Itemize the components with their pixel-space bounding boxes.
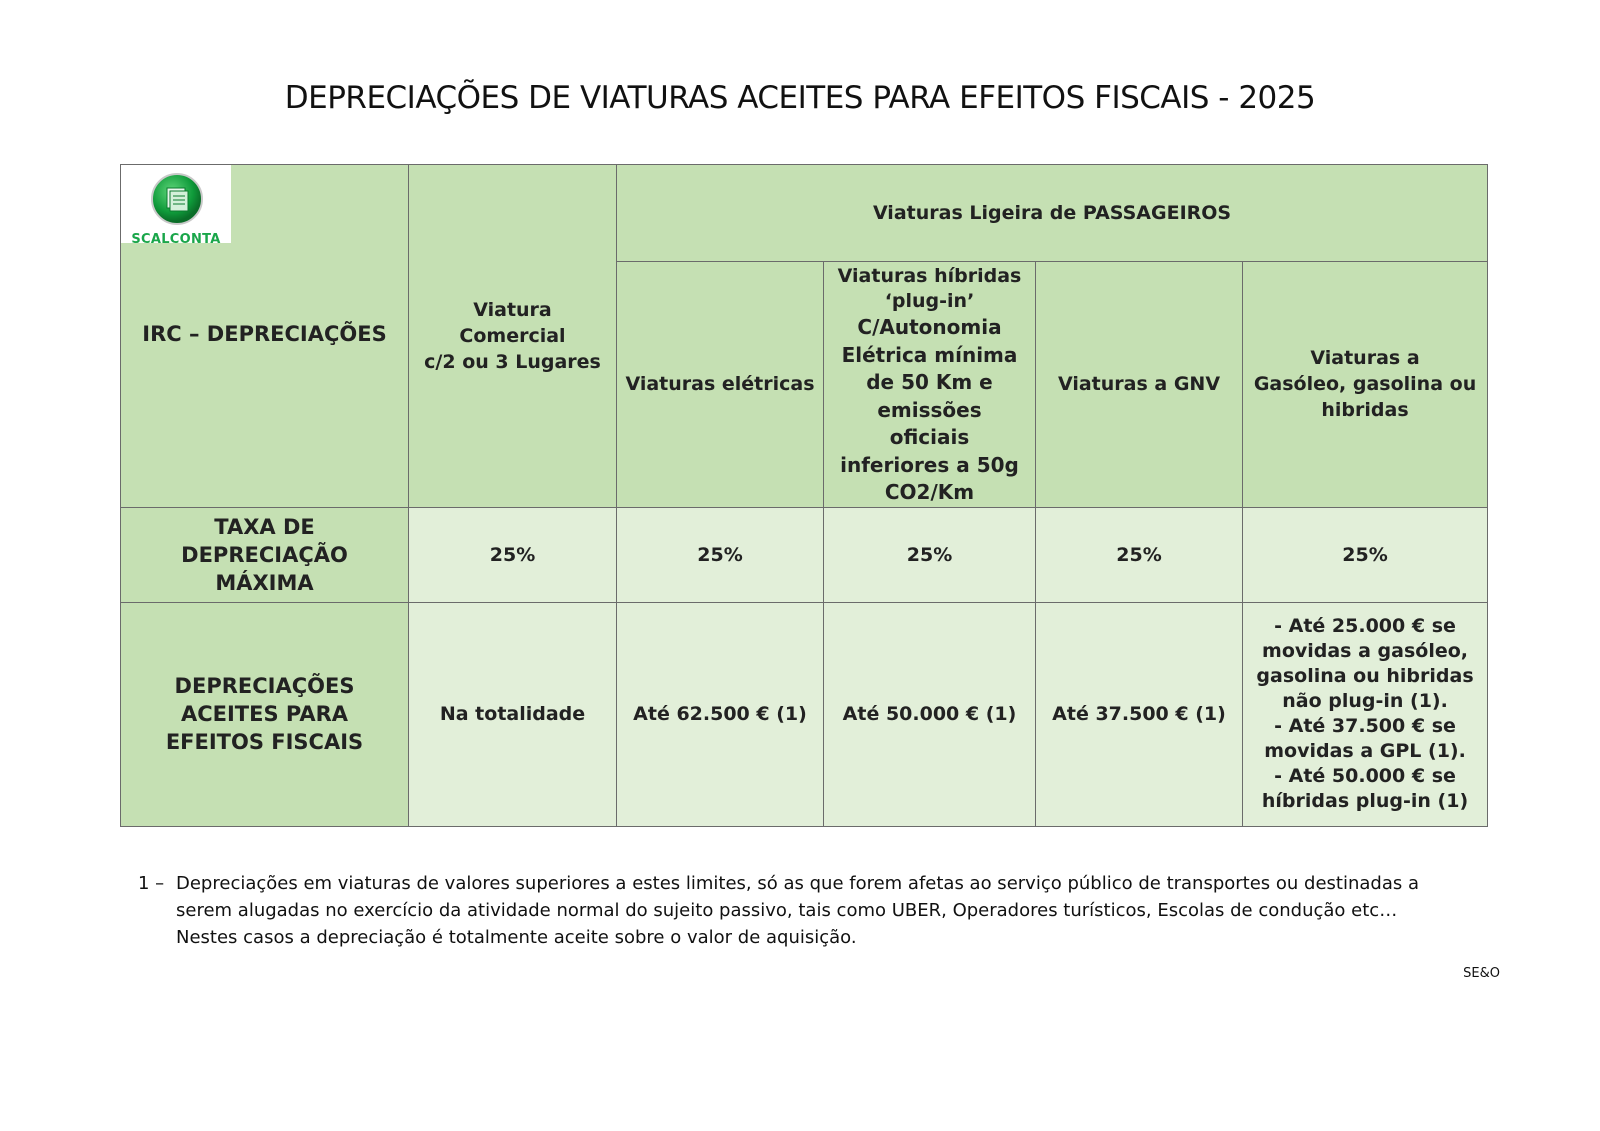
rate-cell: 25% <box>409 507 617 602</box>
rate-cell: 25% <box>824 507 1036 602</box>
irc-header-cell <box>121 165 409 508</box>
electric-vehicles-header <box>617 262 824 508</box>
value-line: híbridas plug-in (1) <box>1261 790 1469 812</box>
accepted-value-cell: Até 37.500 € (1) <box>1036 602 1243 826</box>
accepted-value-cell-fuel <box>1243 602 1488 826</box>
header-line: Elétrica mínima <box>841 342 1018 367</box>
value-line: movidas a gasóleo, <box>1262 640 1469 662</box>
header-line: Viaturas a GNV <box>1057 373 1221 396</box>
footnote <box>138 870 1468 951</box>
header-line: emissões <box>877 397 982 422</box>
irc-label: IRC – DEPRECIAÇÕES <box>142 322 387 346</box>
header-line: ‘plug-in’ <box>884 290 975 312</box>
max-rate-label <box>121 507 409 602</box>
header-line: inferiores a 50g <box>840 452 1019 477</box>
header-line: Viaturas híbridas <box>837 265 1022 287</box>
accepted-value-cell: Na totalidade <box>409 602 617 826</box>
value-line: movidas a GPL (1). <box>1264 740 1466 762</box>
document-title: DEPRECIAÇÕES DE VIATURAS ACEITES PARA EFEITOS FISCAIS - 2025 <box>284 80 1316 116</box>
value-line: gasolina ou hibridas <box>1256 665 1474 687</box>
signature: SE&O <box>1463 966 1500 981</box>
rate-cell: 25% <box>617 507 824 602</box>
label-line: DEPRECIAÇÃO <box>181 542 348 567</box>
header-line: C/Autonomia <box>857 315 1002 339</box>
value-line: não plug-in (1). <box>1282 690 1448 712</box>
header-line: Viaturas a <box>1310 347 1420 370</box>
header-line: Gasóleo, gasolina ou <box>1253 373 1477 396</box>
header-line: Viatura <box>473 298 552 321</box>
commercial-vehicle-header <box>409 165 617 508</box>
accepted-value-cell: Até 62.500 € (1) <box>617 602 824 826</box>
header-line: c/2 ou 3 Lugares <box>424 350 601 373</box>
label-line: ACEITES PARA <box>180 702 349 726</box>
header-line: CO2/Km <box>884 480 975 504</box>
logo-text: SCALCONTA <box>131 232 221 247</box>
header-line: Comercial <box>459 324 566 347</box>
label-line: TAXA DE <box>214 514 315 539</box>
plugin-hybrid-header <box>824 262 1036 508</box>
header-line: de 50 Km e <box>866 370 993 394</box>
label-line: DEPRECIAÇÕES <box>174 674 355 698</box>
accepted-value-cell: Até 50.000 € (1) <box>824 602 1036 826</box>
diesel-petrol-header <box>1243 262 1488 508</box>
passenger-vehicles-group-header: Viaturas Ligeira de PASSAGEIROS <box>617 165 1488 262</box>
gnv-vehicles-header <box>1036 262 1243 508</box>
scalconta-logo <box>121 165 231 247</box>
value-line: - Até 25.000 € se <box>1274 615 1456 637</box>
label-line: MÁXIMA <box>215 570 314 595</box>
rate-cell: 25% <box>1243 507 1488 602</box>
rate-cell: 25% <box>1036 507 1243 602</box>
depreciation-table <box>120 164 1488 827</box>
accepted-depreciation-label <box>121 602 409 826</box>
green-globe-document-icon <box>151 169 203 227</box>
header-line: Viaturas elétricas <box>625 373 815 396</box>
footnote-line: Nestes casos a depreciação é totalmente aceite sobre o valor de aquisição. <box>176 927 857 948</box>
value-line: - Até 37.500 € se <box>1274 715 1456 737</box>
header-line: hibridas <box>1321 399 1409 422</box>
value-line: - Até 50.000 € se <box>1274 765 1456 787</box>
footnote-line: serem alugadas no exercício da atividade normal do sujeito passivo, tais como UBER, Operadores turísticos, Escolas de condução etc… <box>176 900 1398 921</box>
footnote-line: Depreciações em viaturas de valores superiores a estes limites, só as que forem afetas ao serviço público de transportes ou destinadas a <box>176 873 1420 894</box>
footnote-number: 1 – <box>138 873 165 894</box>
header-line: oficiais <box>889 425 970 449</box>
label-line: EFEITOS FISCAIS <box>165 730 364 754</box>
